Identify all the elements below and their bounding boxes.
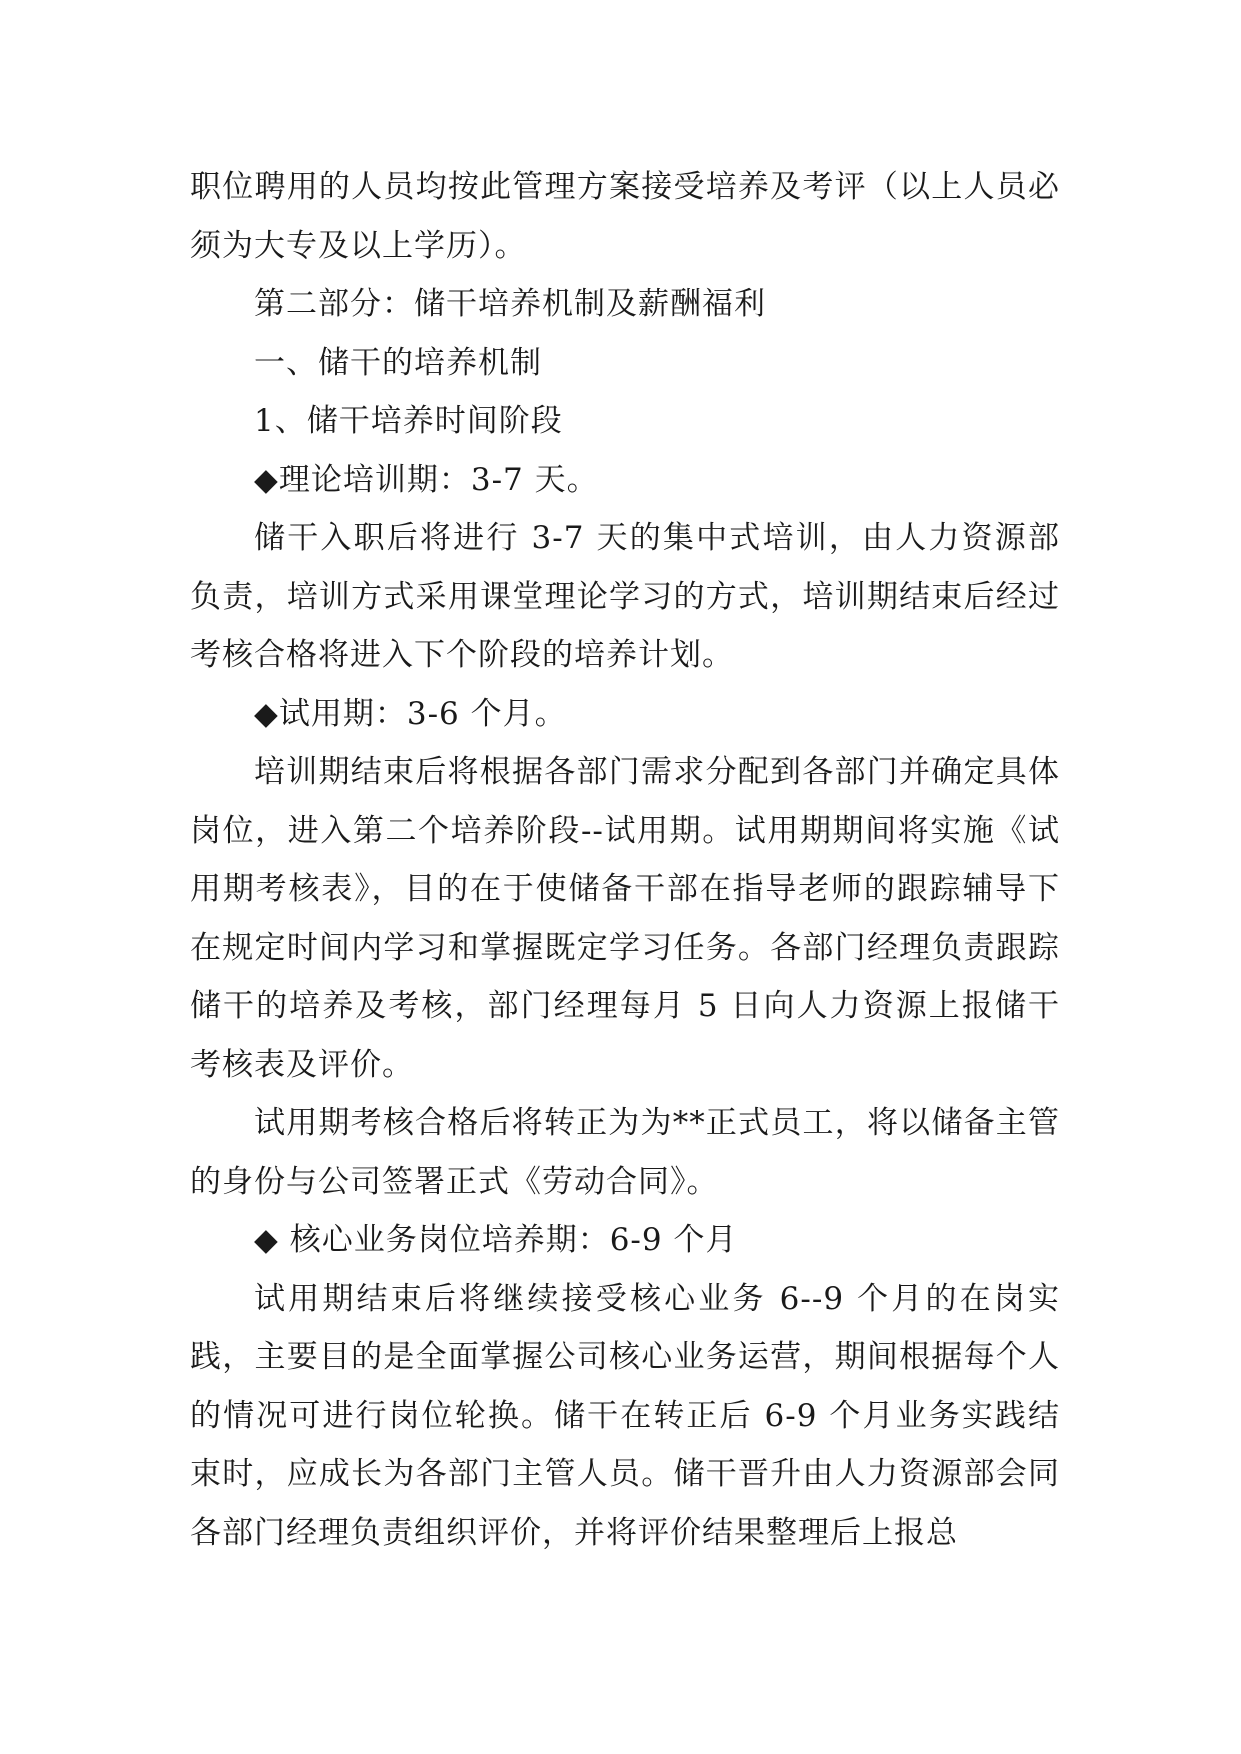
document-body <box>190 158 1060 1562</box>
paragraph: 储干入职后将进行 3-7 天的集中式培训，由人力资源部负责，培训方式采用课堂理论学习的方式，培训期结束后经过考核合格将进入下个阶段的培养计划。 <box>190 520 1060 673</box>
paragraph: 培训期结束后将根据各部门需求分配到各部门并确定具体岗位，进入第二个培养阶段--试用期。试用期期间将实施《试用期考核表》，目的在于使储备干部在指导老师的跟踪辅导下在规定时间内学习和掌握既定学习任务。各部门经理负责跟踪储干的培养及考核，部门经理每月 5 日向人力资源上报储干考核表及评价。 <box>190 754 1060 1083</box>
numbered-heading: 1、储干培养时间阶段 <box>254 403 563 439</box>
paragraph: 试用期结束后将继续接受核心业务 6--9 个月的在岗实践，主要目的是全面掌握公司核心业务运营，期间根据每个人的情况可进行岗位轮换。储干在转正后 6-9 个月业务实践结束时，应成长为各部门主管人员。储干晋升由人力资源部会同各部门经理负责组织评价，并将评价结果整理后上报总 <box>190 1280 1060 1551</box>
paragraph: 职位聘用的人员均按此管理方案接受培养及考评（以上人员必须为大专及以上学历）。 <box>190 169 1060 264</box>
subsection-heading: 一、储干的培养机制 <box>254 344 542 381</box>
bullet-heading-probation: ◆试用期：3-6 个月。 <box>254 695 567 732</box>
section-heading: 第二部分：储干培养机制及薪酬福利 <box>254 286 766 322</box>
bullet-heading-core-business: ◆ 核心业务岗位培养期：6-9 个月 <box>254 1222 738 1258</box>
bullet-heading-theory-training: ◆理论培训期：3-7 天。 <box>254 461 599 498</box>
paragraph: 试用期考核合格后将转正为为**正式员工，将以储备主管的身份与公司签署正式《劳动合同》。 <box>190 1105 1060 1200</box>
